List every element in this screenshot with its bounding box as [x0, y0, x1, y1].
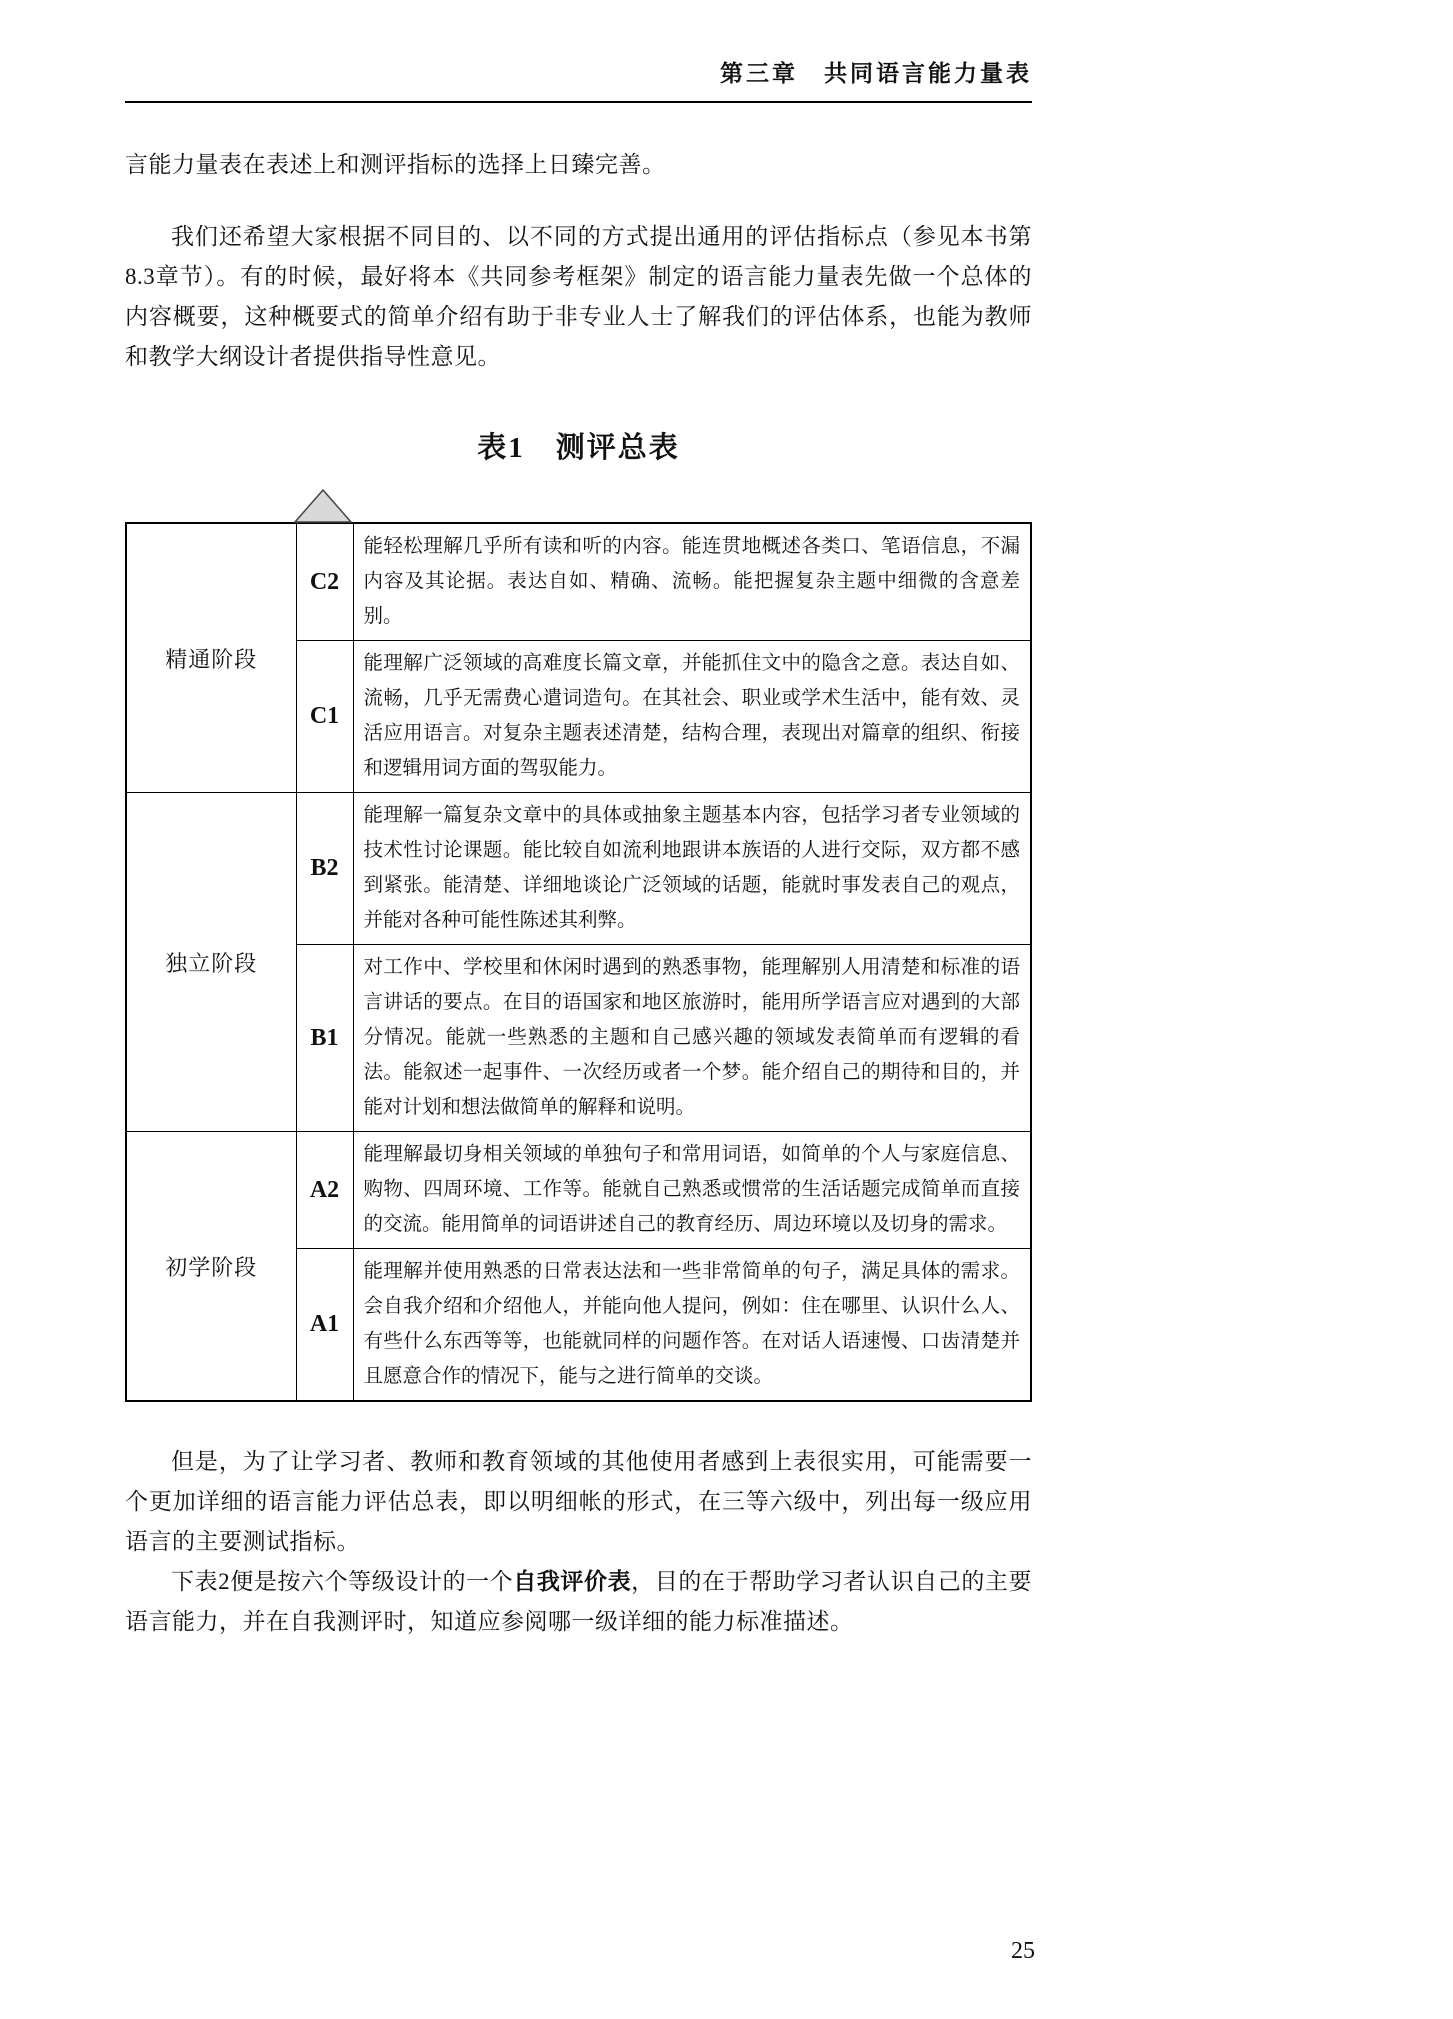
paragraph-after-table: 但是，为了让学习者、教师和教育领域的其他使用者感到上表很实用，可能需要一个更加详细的语言能力评估总表，即以明细帐的形式，在三等六级中，列出每一级应用语言的主要测试指标。: [125, 1449, 1032, 1554]
paragraph-text: 下表2便是按六个等级设计的一个: [171, 1569, 514, 1594]
self-assessment-grid-emphasis: 自我评价表: [513, 1569, 632, 1594]
level-cell: C2: [296, 523, 353, 641]
paragraph-next-table-note: [125, 1562, 1032, 1642]
stage-cell: 独立阶段: [126, 793, 296, 1132]
stage-cell: 初学阶段: [126, 1132, 296, 1402]
level-description-cell: 对工作中、学校里和休闲时遇到的熟悉事物，能理解别人用清楚和标准的语言讲话的要点。在目的语国家和地区旅游时，能用所学语言应对遇到的大部分情况。能就一些熟悉的主题和自己感兴趣的领域发表简单而有逻辑的看法。能叙述一起事件、一次经历或者一个梦。能介绍自己的期待和目的，并能对计划和想法做简单的解释和说明。: [353, 945, 1031, 1132]
table-row: [126, 793, 1031, 945]
table-row: [126, 523, 1031, 641]
level-description-cell: 能轻松理解几乎所有读和听的内容。能连贯地概述各类口、笔语信息，不漏内容及其论据。表达自如、精确、流畅。能把握复杂主题中细微的含意差别。: [353, 523, 1031, 641]
level-description-cell: 能理解最切身相关领域的单独句子和常用词语，如简单的个人与家庭信息、购物、四周环境、工作等。能就自己熟悉或惯常的生活话题完成简单而直接的交流。能用简单的词语讲述自己的教育经历、周边环境以及切身的需求。: [353, 1132, 1031, 1249]
paragraph-intro: 我们还希望大家根据不同目的、以不同的方式提出通用的评估指标点（参见本书第8.3章节）。有的时候，最好将本《共同参考框架》制定的语言能力量表先做一个总体的内容概要，这种概要式的简单介绍有助于非专业人士了解我们的评估体系，也能为教师和教学大纲设计者提供指导性意见。: [125, 224, 1032, 369]
level-description-cell: 能理解一篇复杂文章中的具体或抽象主题基本内容，包括学习者专业领域的技术性讨论课题。能比较自如流利地跟讲本族语的人进行交际，双方都不感到紧张。能清楚、详细地谈论广泛领域的话题，能就时事发表自己的观点，并能对各种可能性陈述其利弊。: [353, 793, 1031, 945]
level-cell: B1: [296, 945, 353, 1132]
assessment-table-wrap: [125, 522, 1032, 1402]
page-content: [125, 0, 1032, 1642]
level-scale-triangle-icon: [294, 489, 352, 523]
level-cell: A2: [296, 1132, 353, 1249]
paragraph-continuation: 言能力量表在表述上和测评指标的选择上日臻完善。: [125, 152, 666, 177]
level-description-cell: 能理解广泛领域的高难度长篇文章，并能抓住文中的隐含之意。表达自如、流畅，几乎无需费心遣词造句。在其社会、职业或学术生活中，能有效、灵活应用语言。对复杂主题表述清楚，结构合理，表现出对篇章的组织、衔接和逻辑用词方面的驾驭能力。: [353, 641, 1031, 793]
table-title: 表1 测评总表: [477, 432, 680, 464]
table-row: [126, 1132, 1031, 1249]
stage-cell: 精通阶段: [126, 523, 296, 793]
paragraph-text: ，目的在于帮助学习者认识自己的主要语言能力，并在自我测评时，知道应参阅哪一级详细的能力标准描述。: [125, 1569, 1033, 1634]
level-cell: C1: [296, 641, 353, 793]
level-cell: A1: [296, 1249, 353, 1402]
assessment-table: [125, 522, 1032, 1402]
chapter-header: 第三章 共同语言能力量表: [720, 61, 1032, 86]
page-number: 25: [1011, 1938, 1035, 1964]
level-description-cell: 能理解并使用熟悉的日常表达法和一些非常简单的句子，满足具体的需求。会自我介绍和介绍他人，并能向他人提问，例如：住在哪里、认识什么人、有些什么东西等等，也能就同样的问题作答。在对话人语速慢、口齿清楚并且愿意合作的情况下，能与之进行简单的交谈。: [353, 1249, 1031, 1402]
header-rule: [125, 101, 1032, 103]
level-cell: B2: [296, 793, 353, 945]
